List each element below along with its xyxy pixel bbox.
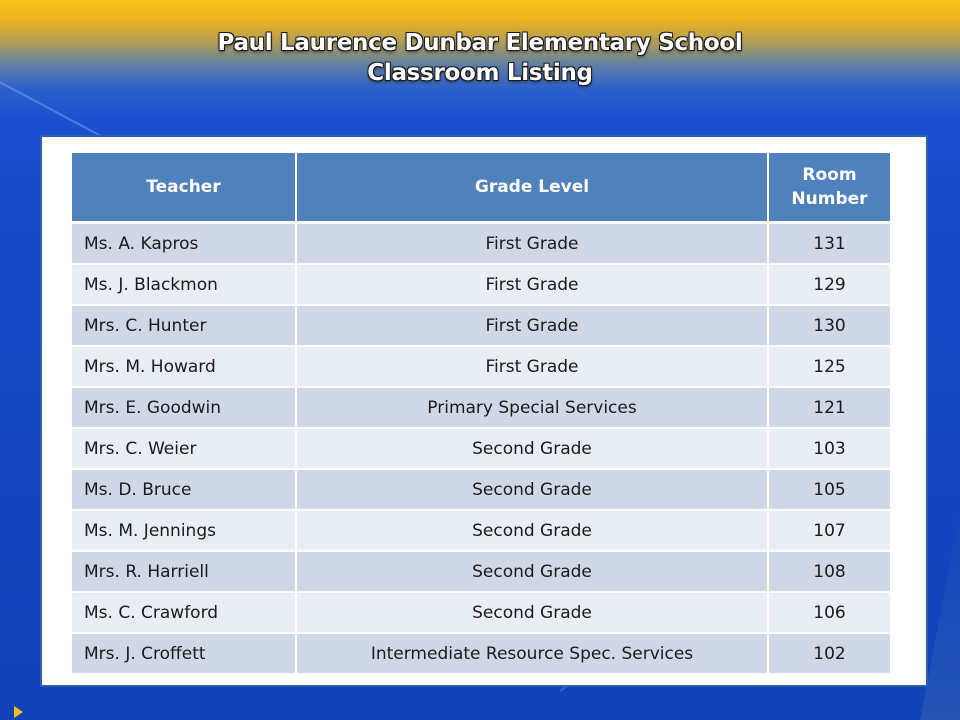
cell-room-number: 125 xyxy=(768,346,890,387)
table-row xyxy=(72,387,890,428)
cell-grade-level: Second Grade xyxy=(296,510,768,551)
cell-teacher: Mrs. J. Croffett xyxy=(72,633,296,674)
cell-grade-level: Second Grade xyxy=(296,551,768,592)
header-room-number: Room Number xyxy=(768,153,890,223)
classroom-table xyxy=(72,153,890,675)
cell-grade-level: First Grade xyxy=(296,346,768,387)
cell-teacher: Mrs. R. Harriell xyxy=(72,551,296,592)
cell-grade-level: Second Grade xyxy=(296,428,768,469)
cell-grade-level: First Grade xyxy=(296,305,768,346)
slide-title-line-2: Classroom Listing xyxy=(367,60,593,86)
cell-grade-level: Intermediate Resource Spec. Services xyxy=(296,633,768,674)
cell-grade-level: Primary Special Services xyxy=(296,387,768,428)
cell-teacher: Ms. M. Jennings xyxy=(72,510,296,551)
table-header-row xyxy=(72,153,890,223)
cell-room-number: 102 xyxy=(768,633,890,674)
table-row xyxy=(72,223,890,265)
table-row xyxy=(72,469,890,510)
table-row xyxy=(72,551,890,592)
header-teacher: Teacher xyxy=(72,153,296,223)
cell-room-number: 108 xyxy=(768,551,890,592)
cell-room-number: 129 xyxy=(768,264,890,305)
header-grade-level: Grade Level xyxy=(296,153,768,223)
slide-title-line-1: Paul Laurence Dunbar Elementary School xyxy=(217,30,743,56)
cell-teacher: Mrs. C. Hunter xyxy=(72,305,296,346)
cell-room-number: 106 xyxy=(768,592,890,633)
cell-teacher: Mrs. E. Goodwin xyxy=(72,387,296,428)
cell-room-number: 121 xyxy=(768,387,890,428)
cell-room-number: 130 xyxy=(768,305,890,346)
cell-room-number: 105 xyxy=(768,469,890,510)
cell-teacher: Ms. J. Blackmon xyxy=(72,264,296,305)
cell-teacher: Mrs. C. Weier xyxy=(72,428,296,469)
slide-bullet-arrow-icon xyxy=(14,706,23,718)
cell-teacher: Ms. C. Crawford xyxy=(72,592,296,633)
table-row xyxy=(72,592,890,633)
cell-room-number: 103 xyxy=(768,428,890,469)
table-panel xyxy=(40,135,928,687)
cell-grade-level: First Grade xyxy=(296,223,768,265)
slide-title xyxy=(0,28,960,88)
cell-grade-level: First Grade xyxy=(296,264,768,305)
table-row xyxy=(72,633,890,674)
table-row xyxy=(72,264,890,305)
cell-room-number: 131 xyxy=(768,223,890,265)
cell-teacher: Ms. D. Bruce xyxy=(72,469,296,510)
table-row xyxy=(72,428,890,469)
cell-teacher: Mrs. M. Howard xyxy=(72,346,296,387)
cell-grade-level: Second Grade xyxy=(296,592,768,633)
cell-grade-level: Second Grade xyxy=(296,469,768,510)
cell-teacher: Ms. A. Kapros xyxy=(72,223,296,265)
table-row xyxy=(72,510,890,551)
cell-room-number: 107 xyxy=(768,510,890,551)
table-row xyxy=(72,346,890,387)
table-row xyxy=(72,305,890,346)
